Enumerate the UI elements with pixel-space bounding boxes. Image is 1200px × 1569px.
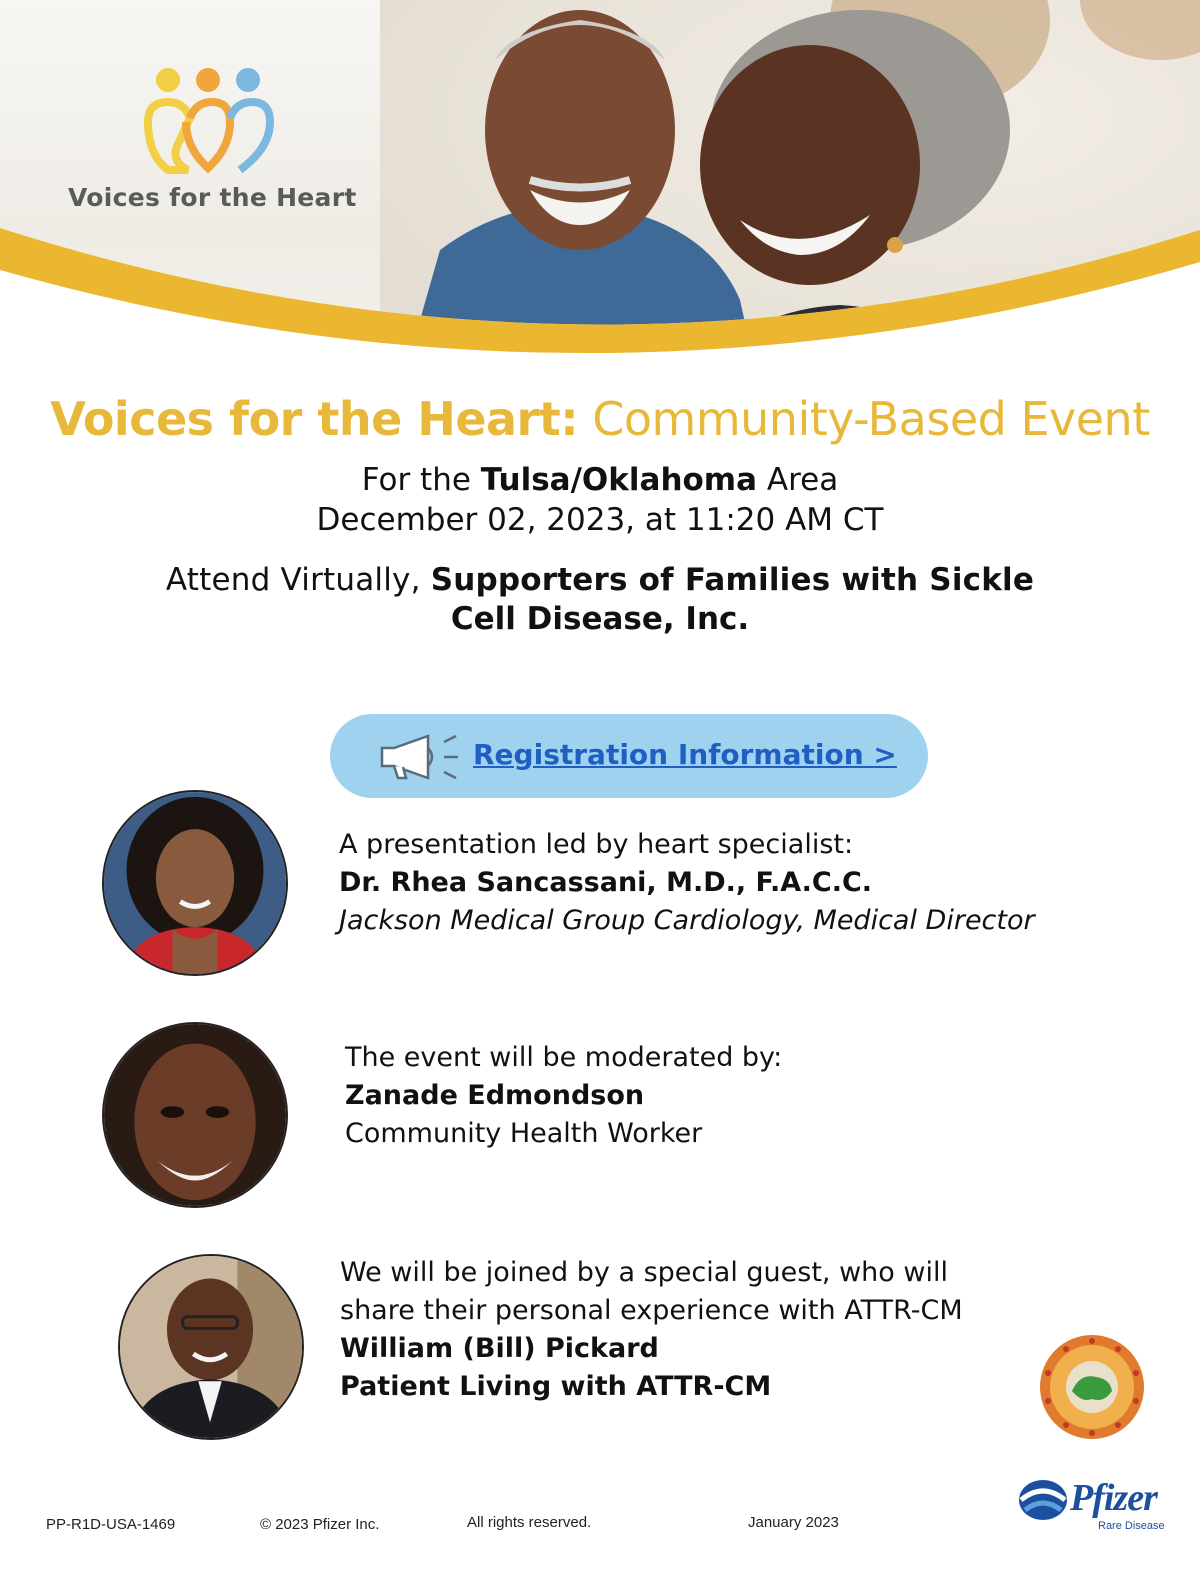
- pfizer-division: Rare Disease: [1098, 1520, 1165, 1532]
- registration-link[interactable]: [473, 738, 897, 771]
- attend-line: [0, 562, 1200, 598]
- guest-info: [340, 1254, 963, 1406]
- guest-role: Patient Living with ATTR-CM: [340, 1371, 772, 1402]
- registration-arrow[interactable]: >: [873, 738, 897, 771]
- attend-line-2: [0, 601, 1200, 637]
- moderator-intro: The event will be moderated by:: [345, 1042, 783, 1073]
- location-suffix: Area: [757, 462, 839, 498]
- speaker-1-role: Jackson Medical Group Cardiology, Medical Director: [339, 905, 1035, 936]
- speaker-avatar-cardiologist: [102, 790, 288, 976]
- org-name-line1: Supporters of Families with Sickle: [430, 562, 1035, 598]
- speaker-1-intro: A presentation led by heart specialist:: [339, 829, 854, 860]
- moderator-avatar: [102, 1022, 288, 1208]
- publish-date: January 2023: [748, 1514, 839, 1531]
- page-title: [0, 392, 1200, 446]
- title-bold: Voices for the Heart:: [50, 392, 579, 446]
- org-name-line2: Cell Disease, Inc.: [450, 601, 750, 637]
- speaker-1-info: [339, 826, 1035, 940]
- registration-button[interactable]: [330, 714, 928, 798]
- megaphone-icon: [376, 734, 462, 780]
- location-area: Tulsa/Oklahoma: [480, 462, 758, 498]
- registration-label[interactable]: Registration Information: [473, 738, 874, 771]
- location-line: [0, 462, 1200, 498]
- rights-reserved: All rights reserved.: [467, 1514, 592, 1531]
- guest-intro-line-1: We will be joined by a special guest, who will: [340, 1257, 948, 1288]
- event-datetime: December 02, 2023, at 11:20 AM CT: [316, 502, 884, 538]
- location-prefix: For the: [361, 462, 481, 498]
- pfizer-wordmark: Pfizer: [1070, 1477, 1157, 1519]
- guest-intro-line-2: share their personal experience with ATTR-CM: [340, 1295, 963, 1326]
- moderator-info: [345, 1039, 782, 1153]
- attend-prefix: Attend Virtually,: [165, 562, 431, 598]
- copyright: © 2023 Pfizer Inc.: [260, 1516, 380, 1533]
- moderator-role: Community Health Worker: [345, 1118, 703, 1149]
- logo-wordmark: Voices for the Heart: [68, 183, 357, 212]
- speaker-1-name: Dr. Rhea Sancassani, M.D., F.A.C.C.: [339, 867, 873, 898]
- guest-name: William (Bill) Pickard: [340, 1333, 659, 1364]
- moderator-name: Zanade Edmondson: [345, 1080, 645, 1111]
- title-regular: Community-Based Event: [578, 392, 1150, 446]
- guest-avatar: [118, 1254, 304, 1440]
- sickle-cell-org-seal: [1038, 1333, 1146, 1441]
- hero-banner: [0, 0, 1200, 390]
- document-code: PP-R1D-USA-1469: [46, 1516, 176, 1533]
